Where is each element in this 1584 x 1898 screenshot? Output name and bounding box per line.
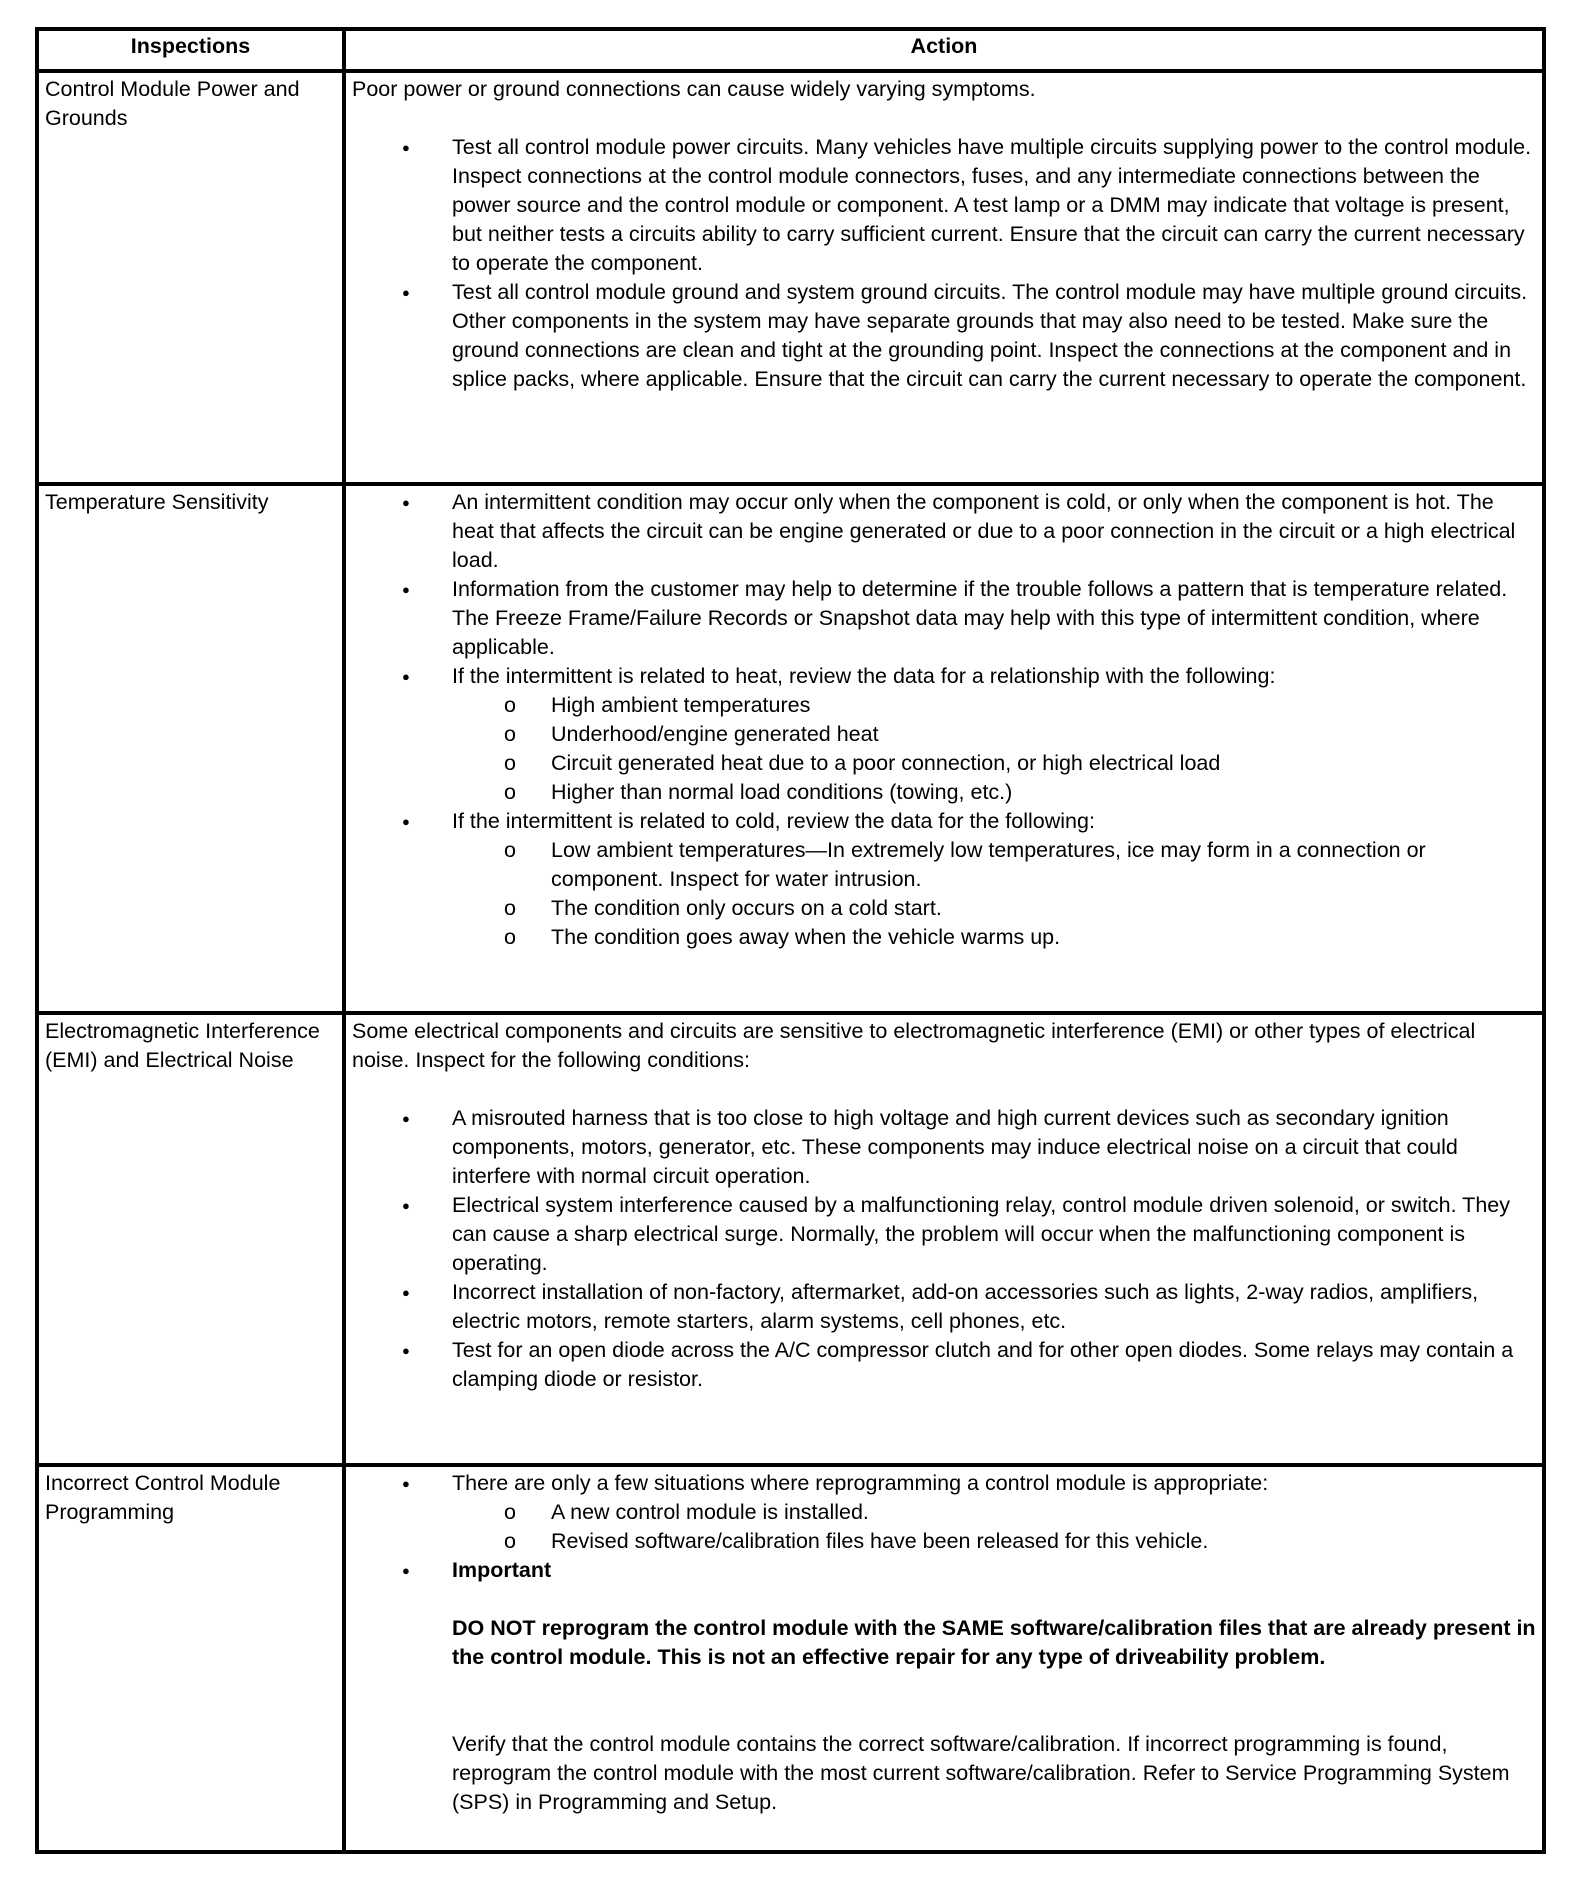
sub-bullet-item: o Higher than normal load conditions (towing, etc.)	[452, 778, 1536, 807]
inspection-label: Electromagnetic Interference (EMI) and Electrical Noise	[45, 1019, 320, 1072]
bullet-item	[352, 1336, 1536, 1394]
bullet-text: If the intermittent is related to cold, review the data for the following:	[452, 809, 1095, 833]
note-text: Verify that the control module contains the correct software/calibration. If incorrect programming is found, reprogram the control module with the most current software/calibration. Refer to Service Programming System (SPS) in Programming and Setup.	[452, 1732, 1510, 1814]
important-note: DO NOT reprogram the control module with the SAME software/calibration files that are already present in the control module. This is not an effective repair for any type of driveability problem.	[452, 1616, 1536, 1669]
bullet-item	[352, 278, 1536, 394]
bullet-text: A misrouted harness that is too close to high voltage and high current devices such as secondary ignition components, motors, generator, etc. These components may induce electrical noise on a circuit that could interfere with normal circuit operation.	[452, 1106, 1458, 1188]
inspection-label: Incorrect Control Module Programming	[45, 1471, 281, 1524]
inspections-table	[35, 27, 1546, 1854]
sub-bullet-list	[452, 691, 1536, 807]
action-cell	[344, 1465, 1544, 1852]
bullet-text: An intermittent condition may occur only when the component is cold, or only when the component is hot. The heat that affects the circuit can be engine generated or due to a poor connection in the circuit or a high electrical load.	[452, 490, 1516, 572]
bullet-item	[352, 1469, 1536, 1556]
bullet-list	[352, 133, 1536, 394]
bullet-item	[352, 575, 1536, 662]
inspection-cell	[37, 1465, 344, 1852]
sub-bullet-item: o Low ambient temperatures—In extremely low temperatures, ice may form in a connection or component. Inspect for water intrusion.	[452, 836, 1536, 894]
bullet-item	[352, 1556, 1536, 1585]
action-cell	[344, 71, 1544, 484]
sub-bullet-list	[452, 836, 1536, 952]
bullet-item	[352, 807, 1536, 952]
action-cell	[344, 484, 1544, 1013]
table-row	[37, 1013, 1544, 1465]
table-row	[37, 1465, 1544, 1852]
sub-bullet-list	[452, 1498, 1536, 1556]
bullet-text: Incorrect installation of non-factory, aftermarket, add-on accessories such as lights, 2-way radios, amplifiers, electric motors, remote starters, alarm systems, cell phones, etc.	[452, 1280, 1479, 1333]
table-row	[37, 484, 1544, 1013]
bullet-text: Information from the customer may help to determine if the trouble follows a pattern that is temperature related. The Freeze Frame/Failure Records or Snapshot data may help with this type of intermittent condition, where applicable.	[452, 577, 1508, 659]
inspection-label: Control Module Power and Grounds	[45, 77, 300, 130]
sub-bullet-item: o Underhood/engine generated heat	[452, 720, 1536, 749]
inspection-cell	[37, 484, 344, 1013]
inspection-cell	[37, 71, 344, 484]
bullet-item	[352, 488, 1536, 575]
bullet-text: Electrical system interference caused by a malfunctioning relay, control module driven solenoid, or switch. They can cause a sharp electrical surge. Normally, the problem will occur when the malfunctioning component is operating.	[452, 1193, 1510, 1275]
bullet-item	[352, 662, 1536, 807]
bullet-item	[352, 1191, 1536, 1278]
bullet-item	[352, 1278, 1536, 1336]
sub-bullet-item: o High ambient temperatures	[452, 691, 1536, 720]
bullet-list	[352, 1469, 1536, 1585]
inspection-label: Temperature Sensitivity	[45, 490, 269, 514]
bullet-text: Test all control module power circuits. Many vehicles have multiple circuits supplying power to the control module. Inspect connections at the control module connectors, fuses, and any intermediate connections between the power source and the control module or component. A test lamp or a DMM may indicate that voltage is present, but neither tests a circuits ability to carry sufficient current. Ensure that the circuit can carry the current necessary to operate the component.	[452, 135, 1532, 275]
sub-bullet-item: o The condition only occurs on a cold start.	[452, 894, 1536, 923]
sub-bullet-item: o Circuit generated heat due to a poor connection, or high electrical load	[452, 749, 1536, 778]
sub-bullet-item: o Revised software/calibration files have been released for this vehicle.	[452, 1527, 1536, 1556]
bullet-item	[352, 133, 1536, 278]
sub-bullet-item: o The condition goes away when the vehicle warms up.	[452, 923, 1536, 952]
bullet-item	[352, 1104, 1536, 1191]
bullet-text: Test for an open diode across the A/C compressor clutch and for other open diodes. Some relays may contain a clamping diode or resistor.	[452, 1338, 1514, 1391]
header-row	[37, 29, 1544, 71]
action-intro: Poor power or ground connections can cause widely varying symptoms.	[352, 77, 1036, 101]
header-inspections: Inspections	[37, 29, 344, 71]
header-action: Action	[344, 29, 1544, 71]
bullet-text: If the intermittent is related to heat, review the data for a relationship with the following:	[452, 664, 1276, 688]
sub-bullet-item: o A new control module is installed.	[452, 1498, 1536, 1527]
action-intro: Some electrical components and circuits are sensitive to electromagnetic interference (EMI) or other types of electrical noise. Inspect for the following conditions:	[352, 1019, 1476, 1072]
bullet-list	[352, 1104, 1536, 1394]
bullet-text: Test all control module ground and system ground circuits. The control module may have multiple ground circuits. Other components in the system may have separate grounds that may also need to be tested. Make sure the ground connections are clean and tight at the grounding point. Inspect the connections at the component and in splice packs, where applicable. Ensure that the circuit can carry the current necessary to operate the component.	[452, 280, 1528, 391]
bullet-text: There are only a few situations where reprogramming a control module is appropriate:	[452, 1471, 1269, 1495]
table-row	[37, 71, 1544, 484]
inspection-cell	[37, 1013, 344, 1465]
bullet-text: Important	[452, 1558, 552, 1582]
action-cell	[344, 1013, 1544, 1465]
bullet-list	[352, 488, 1536, 952]
